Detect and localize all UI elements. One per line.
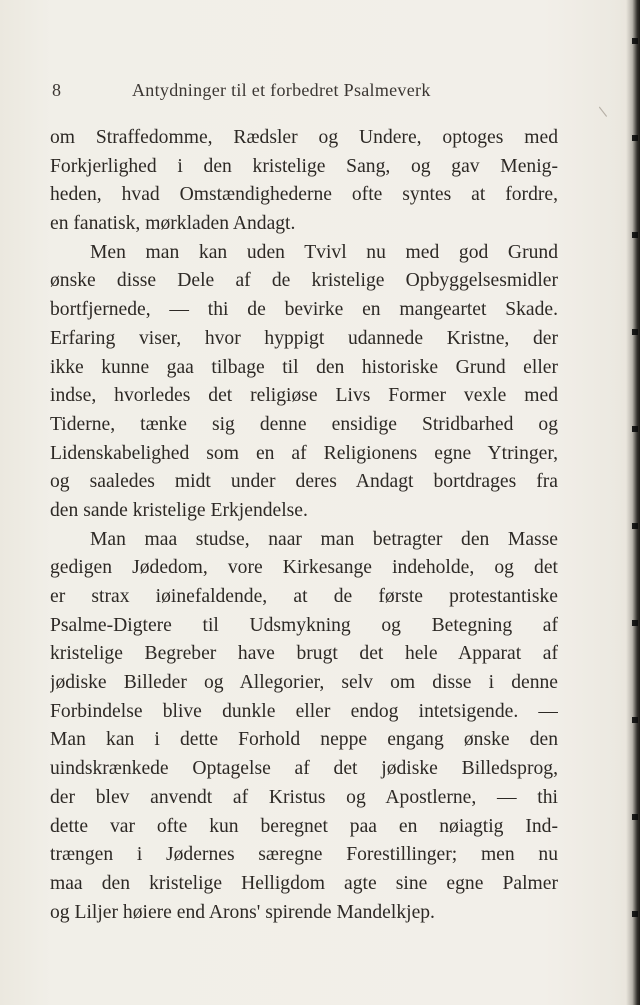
text-line: og saaledes midt under deres Andagt bortdrages fra: [50, 471, 558, 493]
text-line: trængen i Jødernes særegne Forestillinger; men nu: [50, 844, 558, 866]
running-title: Antydninger til et forbedret Psalmeverk: [132, 80, 431, 100]
text-line: dette var ofte kun beregnet paa en nøiagtig Ind-: [50, 815, 558, 837]
text-line: Lidenskabelighed som en af Religionens egne Ytringer,: [50, 442, 558, 464]
text-line: ønske disse Dele af de kristelige Opbyggelsesmidler: [50, 270, 558, 292]
paragraph-start-line: Man maa studse, naar man betragter den Masse: [90, 528, 558, 550]
text-line: bortfjernede, — thi de bevirke en mangeartet Skade.: [50, 299, 558, 321]
text-line: maa den kristelige Helligdom agte sine egne Palmer: [50, 872, 558, 894]
text-line: om Straffedomme, Rædsler og Undere, optoges med: [50, 127, 558, 148]
stray-pencil-mark: /: [595, 105, 612, 119]
text-line: heden, hvad Omstændighederne ofte syntes at fordre,: [50, 184, 558, 206]
text-line: Forbindelse blive dunkle eller endog intetsigende. —: [50, 700, 558, 722]
page-number: 8: [52, 80, 62, 100]
text-line: kristelige Begreber have brugt det hele Apparat af: [50, 643, 558, 665]
text-line: den sande kristelige Erkjendelse.: [50, 499, 308, 521]
paragraph-start-line: Men man kan uden Tvivl nu med god Grund: [90, 241, 558, 263]
text-line: uindskrænkede Optagelse af det jødiske Billedsprog,: [50, 758, 558, 780]
text-line: Erfaring viser, hvor hyppigt udannede Kristne, der: [50, 327, 558, 349]
page-edge-specks: [632, 0, 638, 1005]
text-line: en fanatisk, mørkladen Andagt.: [50, 213, 296, 235]
body-text: [50, 124, 558, 927]
text-line: indse, hvorledes det religiøse Livs Former vexle med: [50, 385, 558, 407]
text-line: Tiderne, tænke sig denne ensidige Stridbarhed og: [50, 413, 558, 435]
text-line: og Liljer høiere end Arons' spirende Mandelkjep.: [50, 901, 435, 923]
text-line: Man kan i dette Forhold neppe engang ønske den: [50, 729, 558, 751]
running-head: [52, 80, 572, 102]
text-line: gedigen Jødedom, vore Kirkesange indeholde, og det: [50, 557, 558, 579]
text-line: Psalme-Digtere til Udsmykning og Betegning af: [50, 614, 558, 636]
text-line: jødiske Billeder og Allegorier, selv om disse i denne: [50, 672, 558, 694]
text-line: ikke kunne gaa tilbage til den historiske Grund eller: [50, 356, 558, 378]
text-line: Forkjerlighed i den kristelige Sang, og gav Menig-: [50, 155, 558, 177]
text-line: der blev anvendt af Kristus og Apostlerne, — thi: [50, 786, 558, 808]
text-line: er strax iøinefaldende, at de første protestantiske: [50, 586, 558, 607]
